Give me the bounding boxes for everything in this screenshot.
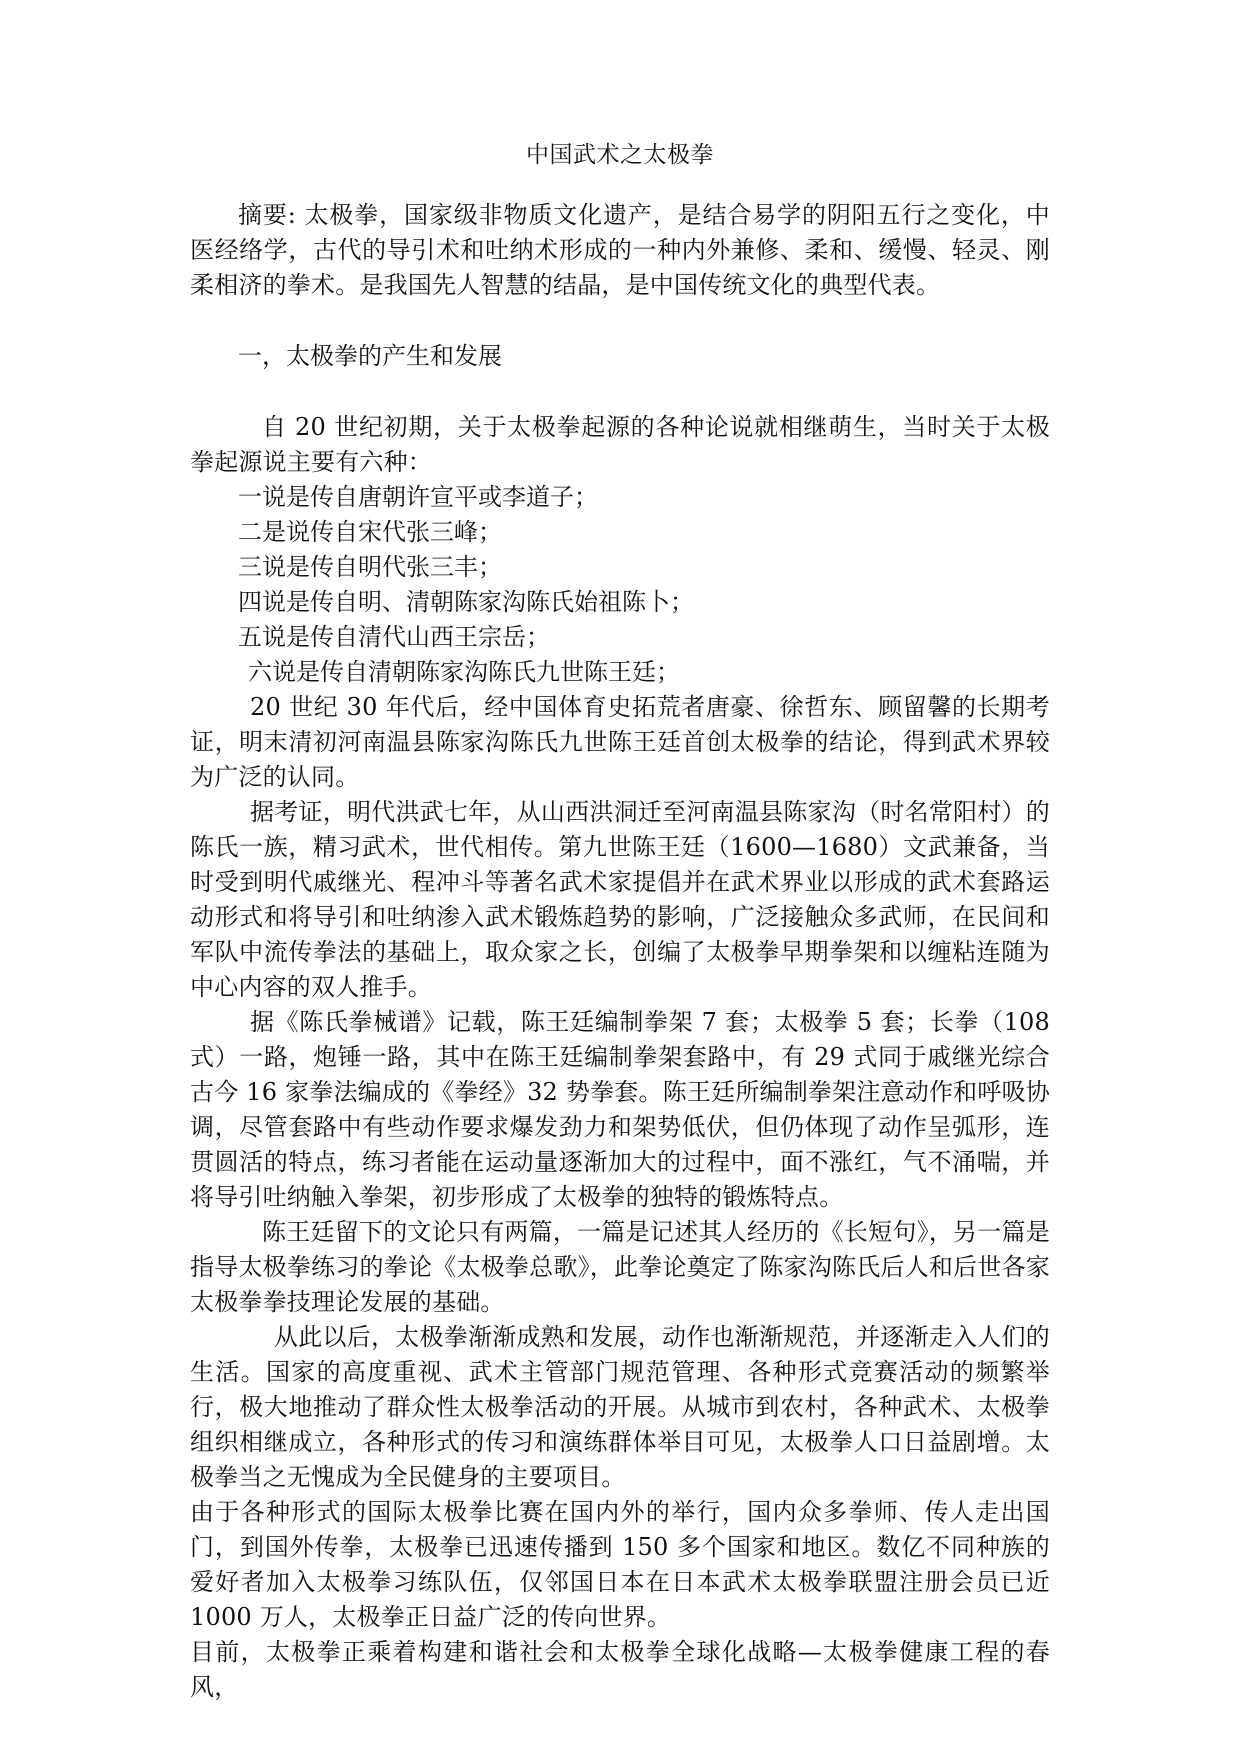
document-title: 中国武术之太极拳 [526, 142, 714, 168]
list-item: 五说是传自清代山西王宗岳； [238, 623, 550, 651]
body-paragraph-muqian: 目前，太极拳正乘着构建和谐社会和太极拳全球化战略—太极拳健康工程的春风， [190, 1638, 1050, 1701]
body-paragraph-1930s: 20 世纪 30 年代后，经中国体育史拓荒者唐豪、徐哲东、顾留馨的长期考证，明末清初河南温县陈家沟陈氏九世陈王廷首创太极拳的结论，得到武术界较为广泛的认同。 [190, 693, 1050, 791]
body-paragraph-kaozheng: 据考证，明代洪武七年，从山西洪洞迁至河南温县陈家沟（时名常阳村）的陈氏一族，精习武术，世代相传。第九世陈王廷（1600—1680）文武兼备，当时受到明代戚继光、程冲斗等著名武术家提倡并在武术界业以形成的武术套路运动形式和将导引和吐纳渗入武术锻炼趋势的影响，广泛接触众多武师，在民间和军队中流传拳法的基础上，取众家之长，创编了太极拳早期拳架和以缠粘连随为中心内容的双人推手。 [190, 798, 1050, 1001]
list-item: 四说是传自明、清朝陈家沟陈氏始祖陈卜； [238, 588, 694, 616]
list-item: 一说是传自唐朝许宣平或李道子； [238, 483, 598, 511]
origin-list [190, 480, 1050, 690]
section-heading: 一，太极拳的产生和发展 [238, 342, 502, 370]
document-body [190, 140, 1050, 1705]
body-paragraph-congci: 从此以后，太极拳渐渐成熟和发展，动作也渐渐规范，并逐渐走入人们的生活。国家的高度重视、武术主管部门规范管理、各种形式竞赛活动的频繁举行，极大地推动了群众性太极拳活动的开展。从城市到农村，各种武术、太极拳组织相继成立，各种形式的传习和演练群体举目可见，太极拳人口日益剧增。太极拳当之无愧成为全民健身的主要项目。 [190, 1323, 1050, 1491]
intro-paragraph: 自 20 世纪初期，关于太极拳起源的各种论说就相继萌生，当时关于太极拳起源说主要有六种： [190, 413, 1050, 476]
list-item: 六说是传自清朝陈家沟陈氏九世陈王廷； [248, 658, 680, 686]
body-paragraph-quanxie: 据《陈氏拳械谱》记载，陈王廷编制拳架 7 套；太极拳 5 套；长拳（108 式）一路，炮锤一路，其中在陈王廷编制拳架套路中，有 29 式同于戚继光综合古今 16 家拳法编成的《拳经》32 势拳套。陈王廷所编制拳架注意动作和呼吸协调，尽管套路中有些动作要求爆发劲力和架势低伏，但仍体现了动作呈弧形，连贯圆活的特点，练习者能在运动量逐渐加大的过程中，面不涨红，气不涌喘，并将导引吐纳触入拳架，初步形成了太极拳的独特的锻炼特点。 [190, 1008, 1050, 1211]
abstract-paragraph: 摘要: 太极拳，国家级非物质文化遗产，是结合易学的阴阳五行之变化，中医经络学，古代的导引术和吐纳术形成的一种内外兼修、柔和、缓慢、轻灵、刚柔相济的拳术。是我国先人智慧的结晶，是中国传统文化的典型代表。 [190, 201, 1050, 299]
list-item: 二是说传自宋代张三峰； [238, 518, 502, 546]
list-item: 三说是传自明代张三丰； [238, 553, 502, 581]
body-paragraph-guoji: 由于各种形式的国际太极拳比赛在国内外的举行，国内众多拳师、传人走出国门，到国外传拳，太极拳已迅速传播到 150 多个国家和地区。数亿不同种族的爱好者加入太极拳习练队伍，仅邻国日本在日本武术太极拳联盟注册会员已近 1000 万人，太极拳正日益广泛的传向世界。 [190, 1498, 1050, 1631]
body-paragraph-wenlun: 陈王廷留下的文论只有两篇，一篇是记述其人经历的《长短句》，另一篇是指导太极拳练习的拳论《太极拳总歌》，此拳论奠定了陈家沟陈氏后人和后世各家太极拳拳技理论发展的基础。 [190, 1218, 1050, 1316]
